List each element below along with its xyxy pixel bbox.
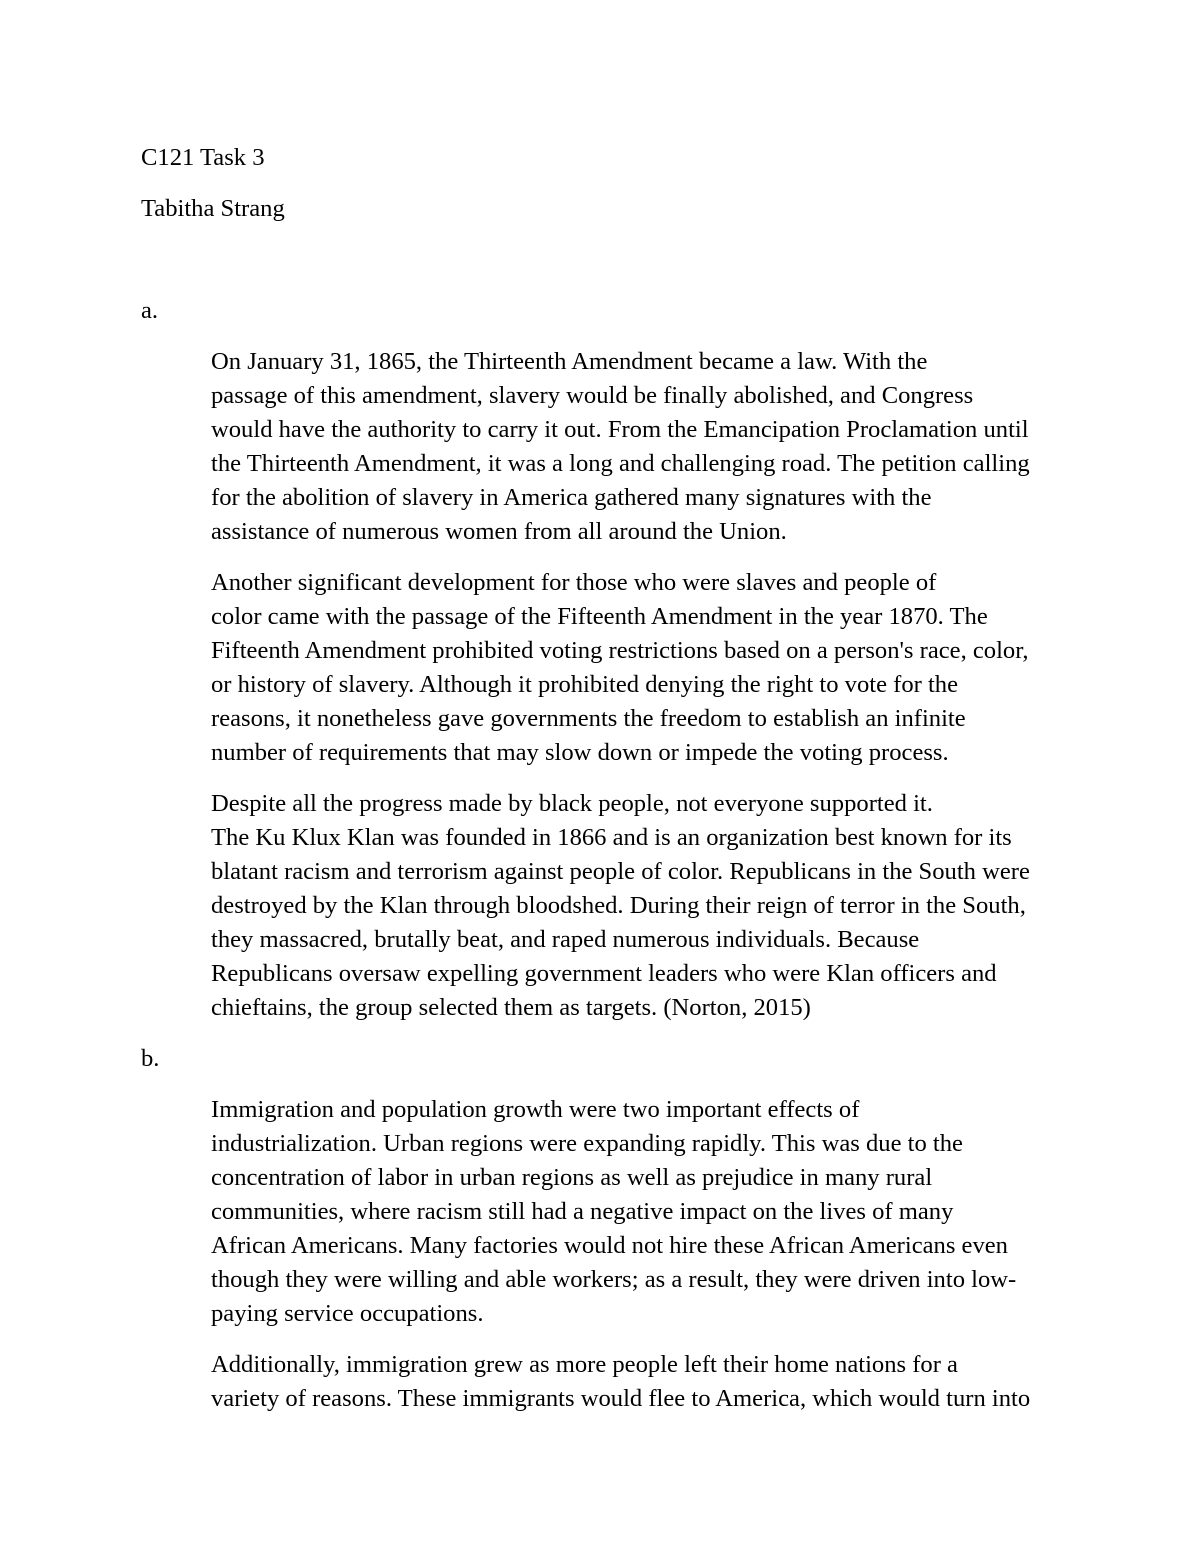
paragraph-line: Another significant development for those who were slaves and people of — [211, 569, 937, 596]
paragraph-line: Additionally, immigration grew as more people left their home nations for a — [211, 1351, 958, 1378]
paragraph-line: Despite all the progress made by black people, not everyone supported it. — [211, 790, 933, 817]
paragraph-line: though they were willing and able workers; as a result, they were driven into low- — [211, 1266, 1017, 1293]
paragraph-line: Republicans oversaw expelling government leaders who were Klan officers and — [211, 960, 997, 987]
author-name: Tabitha Strang — [141, 195, 285, 222]
paragraph-line: destroyed by the Klan through bloodshed. During their reign of terror in the South, — [211, 892, 1026, 919]
paragraph-line: industrialization. Urban regions were expanding rapidly. This was due to the — [211, 1130, 963, 1157]
paragraph-line: The Ku Klux Klan was founded in 1866 and is an organization best known for its — [211, 824, 1012, 851]
paragraph-line: number of requirements that may slow down or impede the voting process. — [211, 739, 949, 766]
document-body — [141, 141, 1059, 1433]
paragraph-line: variety of reasons. These immigrants would flee to America, which would turn into — [211, 1385, 1031, 1412]
paragraph-line: concentration of labor in urban regions as well as prejudice in many rural — [211, 1164, 933, 1191]
paragraph — [141, 566, 1059, 770]
paragraph-line: they massacred, brutally beat, and raped numerous individuals. Because — [211, 926, 920, 953]
paragraph-line: passage of this amendment, slavery would be finally abolished, and Congress — [211, 382, 974, 409]
paragraph-line: the Thirteenth Amendment, it was a long and challenging road. The petition calling — [211, 450, 1030, 477]
paragraph-line: chieftains, the group selected them as targets. (Norton, 2015) — [211, 994, 811, 1021]
course-task-title: C121 Task 3 — [141, 144, 265, 171]
paragraph — [141, 787, 1059, 1025]
paragraph-line: paying service occupations. — [211, 1300, 484, 1327]
paragraph-line: communities, where racism still had a negative impact on the lives of many — [211, 1198, 954, 1225]
paragraph-line: Immigration and population growth were two important effects of — [211, 1096, 860, 1123]
paragraph-line: or history of slavery. Although it prohibited denying the right to vote for the — [211, 671, 959, 698]
paragraph-line: On January 31, 1865, the Thirteenth Amendment became a law. With the — [211, 348, 928, 375]
section-label-b: b. — [141, 1045, 160, 1072]
paragraph — [141, 1093, 1059, 1331]
paragraph-line: would have the authority to carry it out. From the Emancipation Proclamation until — [211, 416, 1029, 443]
paragraph-line: blatant racism and terrorism against people of color. Republicans in the South were — [211, 858, 1030, 885]
paragraph-line: for the abolition of slavery in America gathered many signatures with the — [211, 484, 932, 511]
section-label-a: a. — [141, 297, 159, 324]
paragraph-line: reasons, it nonetheless gave governments the freedom to establish an infinite — [211, 705, 966, 732]
paragraph-line: assistance of numerous women from all around the Union. — [211, 518, 787, 545]
paragraph — [141, 345, 1059, 549]
paragraph-line: color came with the passage of the Fifteenth Amendment in the year 1870. The — [211, 603, 988, 630]
paragraph-line: Fifteenth Amendment prohibited voting restrictions based on a person's race, color, — [211, 637, 1029, 664]
paragraph — [141, 1348, 1059, 1416]
paragraph-line: African Americans. Many factories would not hire these African Americans even — [211, 1232, 1008, 1259]
